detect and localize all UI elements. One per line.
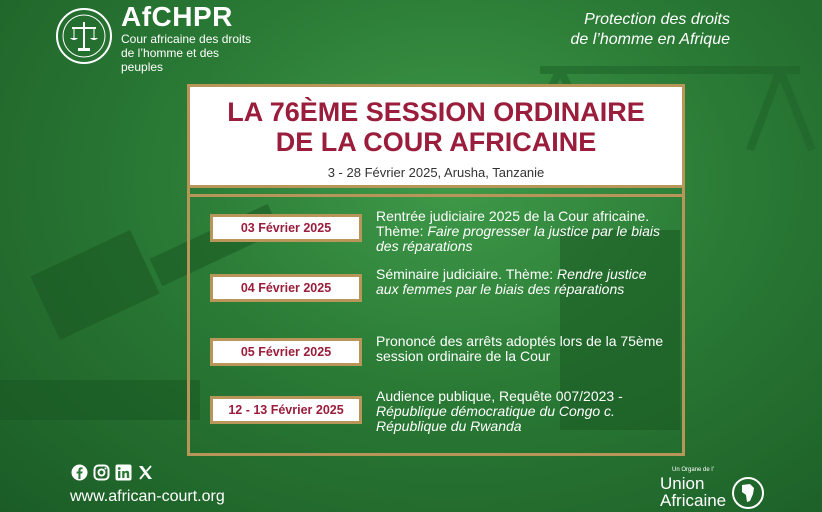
social-icons <box>70 463 154 481</box>
website-link[interactable]: www.african-court.org <box>70 488 225 505</box>
au-line-1: Union <box>660 474 705 493</box>
session-title-card <box>187 84 685 188</box>
event-description: Audience publique, Requête 007/2023 - République démocratique du Congo c. République du Rwanda <box>376 388 623 434</box>
au-organ-label: Un Organe de l’ <box>672 467 715 473</box>
event-description: Séminaire judiciaire. Thème: Rendre justice aux femmes par le biais des réparations <box>376 266 647 297</box>
instagram-icon[interactable] <box>92 463 110 481</box>
event-date-badge: 12 - 13 Février 2025 <box>210 396 362 424</box>
linkedin-icon[interactable] <box>114 463 132 481</box>
x-icon[interactable] <box>136 463 154 481</box>
brand-name: AfCHPR <box>121 1 233 32</box>
event-date-badge: 04 Février 2025 <box>210 274 362 302</box>
session-title-line-2: DE LA COUR AFRICAINE <box>275 127 597 157</box>
afchpr-logo-icon <box>54 6 114 66</box>
tagline-line-2: de l’homme en Afrique <box>570 31 730 48</box>
african-union-emblem-icon <box>731 476 765 510</box>
session-date-location: 3 - 28 Février 2025, Arusha, Tanzanie <box>327 165 545 180</box>
session-title-line-1: LA 76ÈME SESSION ORDINAIRE <box>227 97 645 127</box>
brand-block <box>121 2 261 74</box>
au-line-2: Africaine <box>660 491 727 510</box>
gold-divider <box>187 194 685 197</box>
african-union-name <box>660 475 726 509</box>
event-description: Prononcé des arrêts adoptés lors de la 75ème session ordinaire de la Cour <box>376 333 664 364</box>
brand-subtitle: Cour africaine des droits de l’homme et des peuples <box>121 32 252 74</box>
event-date-badge: 05 Février 2025 <box>210 338 362 366</box>
facebook-icon[interactable] <box>70 463 88 481</box>
tagline <box>571 10 731 50</box>
tagline-line-1: Protection des droits <box>584 11 730 28</box>
session-title <box>190 97 682 157</box>
event-description: Rentrée judiciaire 2025 de la Cour africaine. Thème: Faire progresser la justice par le biais des réparations <box>376 208 661 254</box>
event-date-badge: 03 Février 2025 <box>210 214 362 242</box>
